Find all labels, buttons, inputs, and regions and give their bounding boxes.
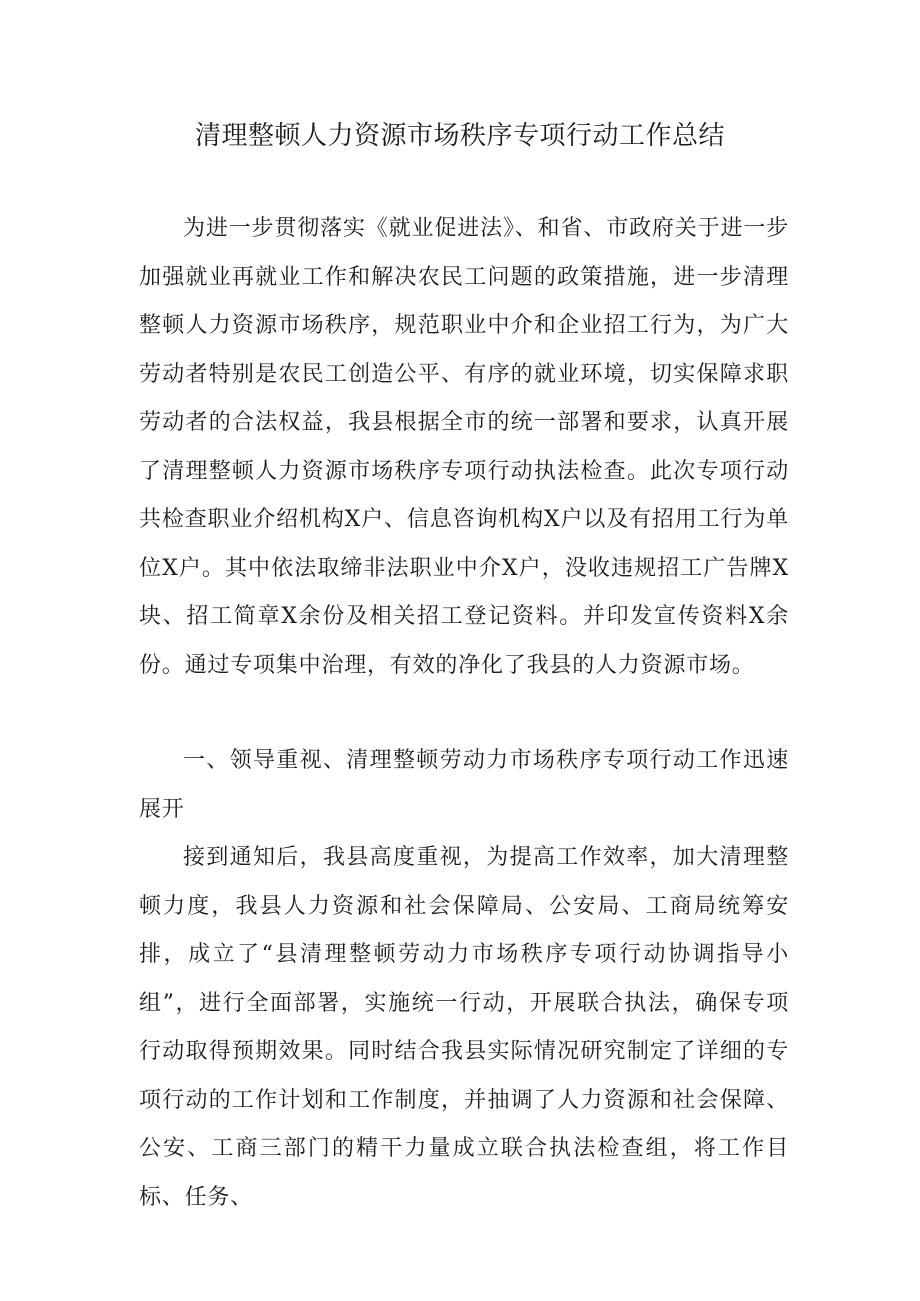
- section-heading-1: 一、领导重视、清理整顿劳动力市场秩序专项行动工作迅速展开: [139, 748, 789, 822]
- paragraph-section-1: 接到通知后，我县高度重视，为提高工作效率，加大清理整顿力度，我县人力资源和社会保障局、公安局、工商局统筹安排，成立了“县清理整顿劳动力市场秩序专项行动协调指导小组”，进行全面部署，实施统一行动，开展联合执法，确保专项行动取得预期效果。同时结合我县实际情况研究制定了详细的专项行动的工作计划和工作制度，并抽调了人力资源和社会保障、公安、工商三部门的精干力量成立联合执法检查组，将工作目标、任务、: [139, 845, 789, 1210]
- paragraph-intro: 为进一步贯彻落实《就业促进法》、和省、市政府关于进一步加强就业再就业工作和解决农民工问题的政策措施，进一步清理整顿人力资源市场秩序，规范职业中介和企业招工行为，为广大劳动者特别是农民工创造公平、有序的就业环境，切实保障求职劳动者的合法权益，我县根据全市的统一部署和要求，认真开展了清理整顿人力资源市场秩序专项行动执法检查。此次专项行动共检查职业介绍机构X户、信息咨询机构X户以及有招用工行为单位X户。其中依法取缔非法职业中介X户，没收违规招工广告牌X块、招工简章X余份及相关招工登记资料。并印发宣传资料X余份。通过专项集中治理，有效的净化了我县的人力资源市场。: [139, 216, 789, 678]
- document-title: 清理整顿人力资源市场秩序专项行动工作总结: [194, 121, 725, 151]
